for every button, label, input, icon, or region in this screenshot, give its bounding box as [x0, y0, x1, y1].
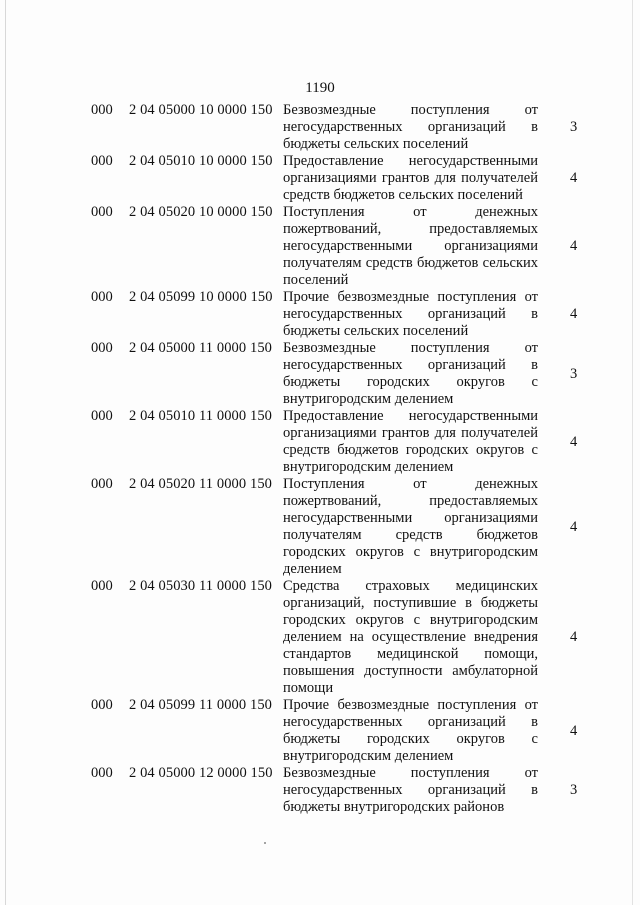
description-line: делением на осуществление внедрения	[283, 629, 538, 645]
description-line: пожертвований, предоставляемых	[283, 221, 538, 237]
table-row	[0, 289, 640, 340]
group-level: 3	[570, 119, 578, 135]
income-description	[283, 476, 538, 578]
description-line: негосударственных организаций в	[283, 714, 538, 730]
scan-speck	[264, 842, 266, 844]
table-row	[0, 476, 640, 578]
budget-classification-code: 2 04 05030 11 0000 150	[129, 578, 273, 594]
budget-classification-code: 2 04 05010 10 0000 150	[129, 153, 273, 169]
page-number: 1190	[305, 80, 335, 96]
description-line: стандартов медицинской помощи,	[283, 646, 538, 662]
description-line: Поступления от денежных	[283, 476, 538, 492]
group-level: 4	[570, 519, 578, 535]
description-line: Поступления от денежных	[283, 204, 538, 220]
table-row	[0, 102, 640, 153]
description-line: бюджеты сельских поселений	[283, 136, 469, 152]
description-line: Безвозмездные поступления от	[283, 765, 538, 781]
budget-classification-code: 2 04 05020 11 0000 150	[129, 476, 273, 492]
admin-code: 000	[91, 340, 113, 356]
income-description	[283, 340, 538, 408]
description-line: городских округов с внутригородским	[283, 544, 538, 560]
group-level: 3	[570, 366, 578, 382]
description-line: бюджеты городских округов с	[283, 374, 538, 390]
table-row	[0, 765, 640, 816]
table-row	[0, 153, 640, 204]
admin-code: 000	[91, 578, 113, 594]
income-description	[283, 765, 538, 816]
table-row	[0, 204, 640, 289]
description-line: бюджеты внутригородских районов	[283, 799, 505, 815]
group-level: 4	[570, 723, 578, 739]
admin-code: 000	[91, 408, 113, 424]
budget-classification-code: 2 04 05000 10 0000 150	[129, 102, 273, 118]
description-line: внутригородским делением	[283, 391, 454, 407]
income-description	[283, 697, 538, 765]
description-line: получателям средств бюджетов	[283, 527, 538, 543]
description-line: Безвозмездные поступления от	[283, 340, 538, 356]
admin-code: 000	[91, 153, 113, 169]
group-level: 4	[570, 306, 578, 322]
group-level: 4	[570, 170, 578, 186]
group-level: 4	[570, 629, 578, 645]
description-line: Средства страховых медицинских	[283, 578, 538, 594]
description-line: Предоставление негосударственными	[283, 153, 538, 169]
budget-classification-code: 2 04 05099 10 0000 150	[129, 289, 273, 305]
table-row	[0, 340, 640, 408]
description-line: получателям средств бюджетов сельских	[283, 255, 538, 271]
description-line: средств бюджетов сельских поселений	[283, 187, 523, 203]
income-description	[283, 153, 538, 204]
group-level: 4	[570, 434, 578, 450]
income-description	[283, 289, 538, 340]
group-level: 3	[570, 782, 578, 798]
table-row	[0, 408, 640, 476]
description-line: организациями грантов для получателей	[283, 170, 538, 186]
description-line: Прочие безвозмездные поступления от	[283, 697, 538, 713]
admin-code: 000	[91, 765, 113, 781]
description-line: негосударственных организаций в	[283, 306, 538, 322]
description-line: средств бюджетов городских округов с	[283, 442, 538, 458]
income-description	[283, 408, 538, 476]
admin-code: 000	[91, 476, 113, 492]
budget-classification-code: 2 04 05010 11 0000 150	[129, 408, 273, 424]
description-line: повышения доступности амбулаторной	[283, 663, 538, 679]
admin-code: 000	[91, 102, 113, 118]
budget-classification-code: 2 04 05000 12 0000 150	[129, 765, 273, 781]
description-line: негосударственными организациями	[283, 238, 538, 254]
description-line: пожертвований, предоставляемых	[283, 493, 538, 509]
admin-code: 000	[91, 204, 113, 220]
description-line: негосударственными организациями	[283, 510, 538, 526]
admin-code: 000	[91, 697, 113, 713]
description-line: внутригородским делением	[283, 748, 454, 764]
description-line: негосударственных организаций в	[283, 357, 538, 373]
description-line: городских округов с внутригородским	[283, 612, 538, 628]
description-line: внутригородским делением	[283, 459, 454, 475]
description-line: Предоставление негосударственными	[283, 408, 538, 424]
description-line: делением	[283, 561, 342, 577]
table-row	[0, 578, 640, 697]
description-line: организаций, поступившие в бюджеты	[283, 595, 538, 611]
description-line: поселений	[283, 272, 349, 288]
description-line: бюджеты городских округов с	[283, 731, 538, 747]
income-description	[283, 102, 538, 153]
description-line: организациями грантов для получателей	[283, 425, 538, 441]
income-description	[283, 204, 538, 289]
table-row	[0, 697, 640, 765]
description-line: негосударственных организаций в	[283, 119, 538, 135]
income-description	[283, 578, 538, 697]
description-line: помощи	[283, 680, 334, 696]
revenue-code-table	[0, 102, 640, 816]
budget-classification-code: 2 04 05020 10 0000 150	[129, 204, 273, 220]
budget-classification-code: 2 04 05000 11 0000 150	[129, 340, 273, 356]
description-line: Безвозмездные поступления от	[283, 102, 538, 118]
admin-code: 000	[91, 289, 113, 305]
description-line: Прочие безвозмездные поступления от	[283, 289, 538, 305]
description-line: бюджеты сельских поселений	[283, 323, 469, 339]
description-line: негосударственных организаций в	[283, 782, 538, 798]
group-level: 4	[570, 238, 578, 254]
budget-classification-code: 2 04 05099 11 0000 150	[129, 697, 273, 713]
